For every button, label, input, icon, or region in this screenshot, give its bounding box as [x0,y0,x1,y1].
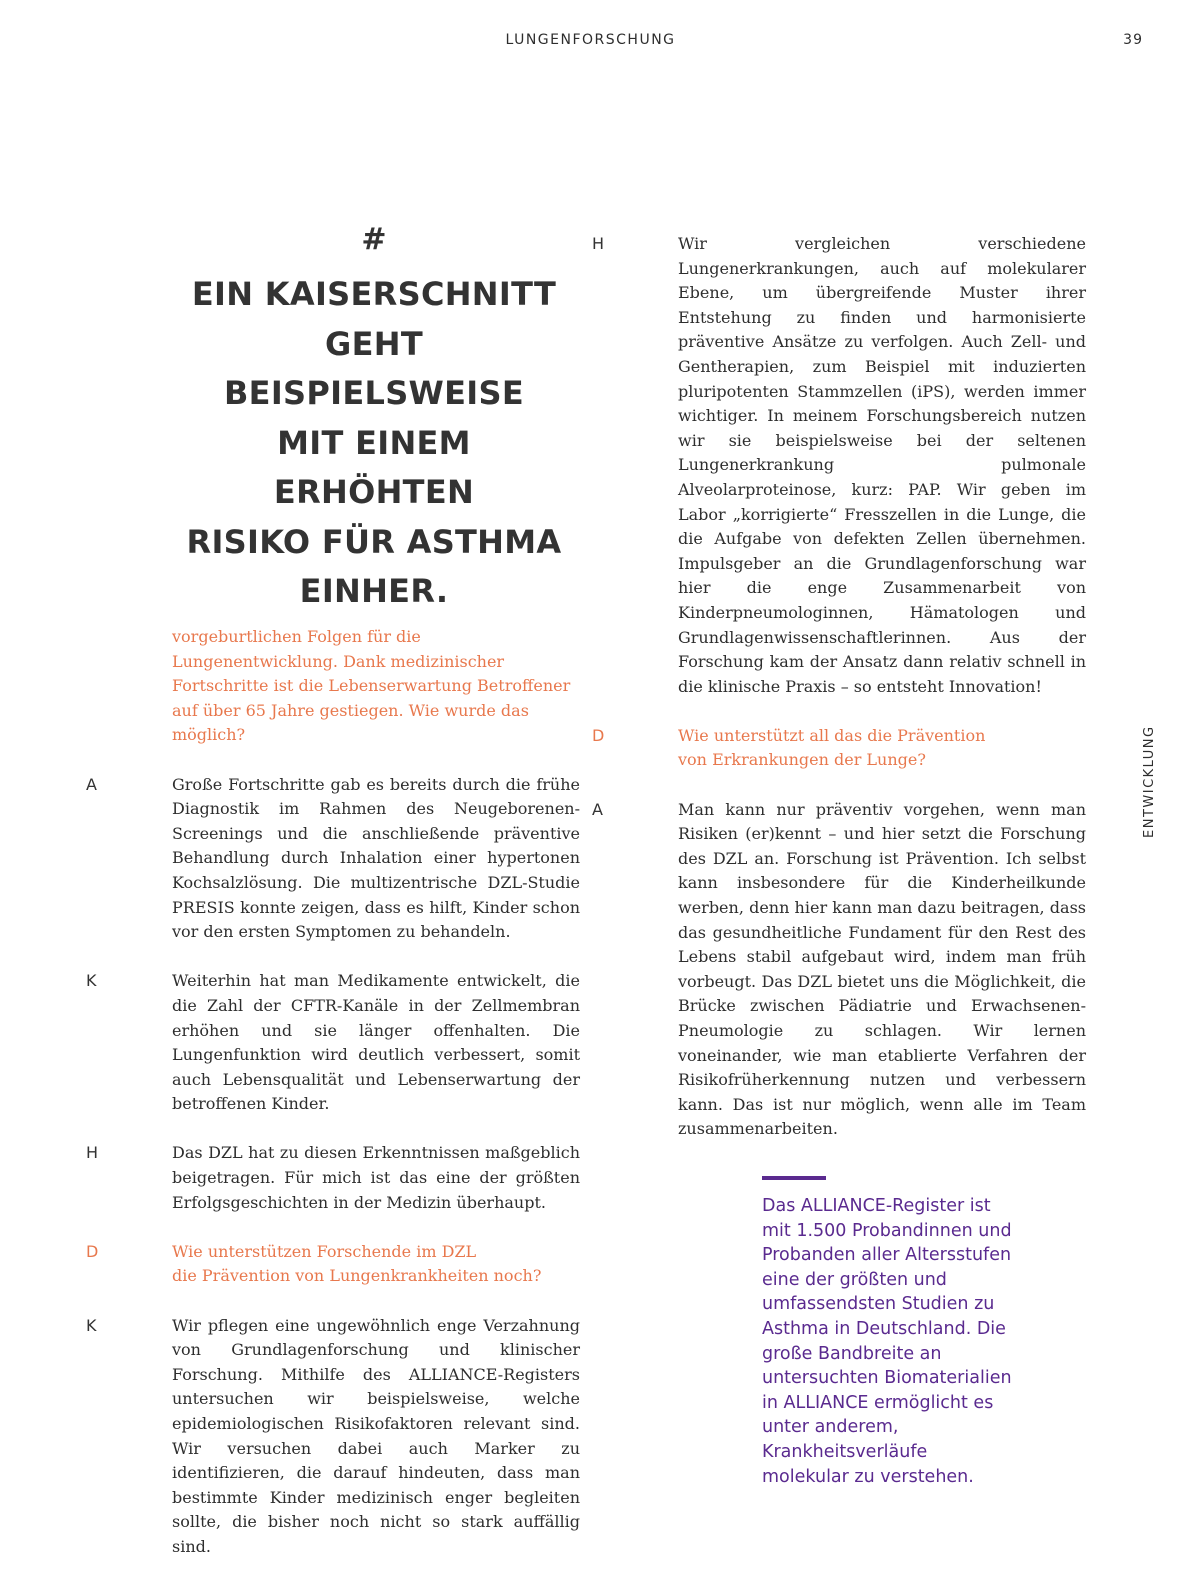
section-side-label: ENTWICKLUNG [1142,725,1157,838]
pull-quote-line: RISIKO FÜR ASTHMA [186,522,562,561]
speaker-marker: K [86,971,97,991]
speaker-marker: H [86,1143,99,1163]
speaker-marker: D [86,1241,99,1261]
sidebox-text: Das ALLIANCE-Register ist mit 1.500 Probandinnen und Probanden aller Altersstufen eine der größten und umfassendsten Studien zu Asthma in Deutschland. Die große Bandbreite an untersuchten Biomaterialien in ALLIANCE ermöglicht es unter anderem, Krankheitsverläufe molekular zu verstehen. [762,1196,1012,1487]
speaker-marker: D [592,725,605,745]
pull-quote-line: EIN KAISERSCHNITT [191,275,557,313]
paragraph-text: Große Fortschritte gab es bereits durch die frühe Diagnostik im Rahmen des Neugeborenen-Screenings und die anschließende präventive Behandlung durch Inhalation einer hypertonen Kochsalzlösung. Die multizentrische DZL-Studie PRESIS konnte zeigen, dass es hilft, Kinder schon vor den ersten Symptomen zu behandeln. [172,774,580,942]
answer-paragraph [592,798,1086,1142]
interview-question [86,1240,580,1289]
answer-paragraph [592,232,1086,699]
right-text-column [592,232,1086,1142]
answer-paragraph [86,969,580,1117]
question-line: Wie unterstützen Forschende im DZL [172,1241,477,1261]
accent-rule [762,1176,826,1180]
question-line: die Prävention von Lungenkrankheiten noch? [172,1266,542,1286]
interview-question [592,724,1086,773]
question-continued [172,625,580,748]
running-header: LUNGENFORSCHUNG [505,32,676,48]
speaker-marker: A [86,774,97,794]
pull-quote [174,222,574,617]
answer-paragraph [86,773,580,945]
question-line: Wie unterstützt all das die Prävention [678,725,986,745]
question-line: von Erkrankungen der Lunge? [678,750,926,770]
pull-quote-line: EINHER. [299,572,449,610]
speaker-marker: K [86,1315,97,1335]
answer-paragraph [86,1314,580,1560]
paragraph-text: Wir vergleichen verschiedene Lungenerkrankungen, auch auf molekularer Ebene, um übergreifende Muster ihrer Entstehung zu finden und harmonisierte präventive Ansätze zu verfolgen. Auch Zell- und Gentherapien, zum Beispiel mit induzierten pluripotenten Stammzellen (iPS), werden immer wichtiger. In meinem Forschungsbereich nutzen wir sie beispielsweise bei der seltenen Lungenerkrankung pulmonale Alveolarproteinose, kurz: PAP. Wir geben im Labor „korrigierte“ Fresszellen in die Lunge, die die Aufgabe von defekten Zellen übernehmen. Impulsgeber an die Grundlagenforschung war hier die enge Zusammenarbeit von Kinderpneumologinnen, Hämatologen und Grundlagenwissenschaftlerinnen. Aus der Forschung kam der Ansatz dann relativ schnell in die klinische Praxis – so entsteht Innovation! [678,234,1086,696]
answer-paragraph [86,1141,580,1215]
paragraph-text: Wir pflegen eine ungewöhnlich enge Verzahnung von Grundlagenforschung und klinischer Forschung. Mithilfe des ALLIANCE-Registers untersuchen wir beispielsweise, welche epidemiologischen Risikofaktoren relevant sind. Wir versuchen dabei auch Marker zu identifizieren, die darauf hindeuten, dass man bestimmte Kinder medizinisch enger begleiten sollte, die bisher noch nicht so stark auffällig sind. [172,1315,580,1556]
question-text: vorgeburtlichen Folgen für die Lungenentwicklung. Dank medizinischer Fortschritte ist die Lebenserwartung Betroffener auf über 65 Jahre gestiegen. Wie wurde das möglich? [172,627,571,745]
paragraph-text: Weiterhin hat man Medikamente entwickelt, die die Zahl der CFTR-Kanäle in der Zellmembran erhöhen und sie länger offenhalten. Die Lungenfunktion wird deutlich verbessert, somit auch Lebensqualität und Lebenserwartung der betroffenen Kinder. [172,971,580,1114]
pull-quote-line: GEHT BEISPIELSWEISE [223,324,525,412]
left-text-column [86,625,580,1560]
hash-icon: # [361,222,387,257]
page-number: 39 [1123,32,1143,48]
speaker-marker: A [592,799,603,819]
speaker-marker: H [592,234,605,253]
info-sidebox [762,1176,1012,1489]
pull-quote-line: MIT EINEM ERHÖHTEN [273,423,475,511]
paragraph-text: Das DZL hat zu diesen Erkenntnissen maßgeblich beigetragen. Für mich ist das eine der größten Erfolgsgeschichten in der Medizin überhaupt. [172,1143,580,1212]
paragraph-text: Man kann nur präventiv vorgehen, wenn man Risiken (er)kennt – und hier setzt die Forschung des DZL an. Forschung ist Prävention. Ich selbst kann insbesondere für die Kinderheilkunde werben, denn hier kann man dazu beitragen, dass das gesundheitliche Fundament für den Rest des Lebens stabil aufgebaut wird, indem man früh vorbeugt. Das DZL bietet uns die Möglichkeit, die Brücke zwischen Pädiatrie und Erwachsenen-Pneumologie zu schlagen. Wir lernen voneinander, wie man etablierte Verfahren der Risikofrüherkennung nutzen und verbessern kann. Das ist nur möglich, wenn alle im Team zusammenarbeiten. [678,799,1086,1139]
